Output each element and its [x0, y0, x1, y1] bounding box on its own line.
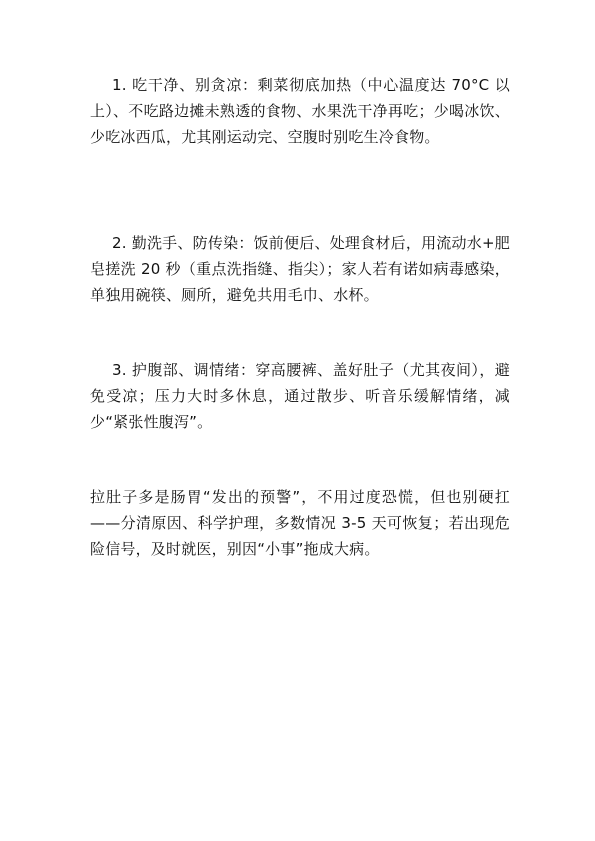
tip-paragraph-3: 3. 护腹部、调情绪：穿高腰裤、盖好肚子（尤其夜间），避免受凉；压力大时多休息，通过散步、听音乐缓解情绪，减少“紧张性腹泻”。: [90, 361, 510, 431]
tip-paragraph-2: 2. 勤洗手、防传染：饭前便后、处理食材后，用流动水+肥皂搓洗 20 秒（重点洗指缝、指尖）；家人若有诺如病毒感染，单独用碗筷、厕所，避免共用毛巾、水杯。: [90, 234, 510, 304]
tip-paragraph-1: 1. 吃干净、别贪凉：剩菜彻底加热（中心温度达 70°C 以上）、不吃路边摊未熟透的食物、水果洗干净再吃；少喝冰饮、少吃冰西瓜，尤其刚运动完、空腹时别吃生冷食物。: [90, 76, 510, 146]
summary-paragraph: 拉肚子多是肠胃“发出的预警”，不用过度恐慌，但也别硬扛——分清原因、科学护理，多数情况 3-5 天可恢复；若出现危险信号，及时就医，别因“小事”拖成大病。: [90, 488, 510, 558]
